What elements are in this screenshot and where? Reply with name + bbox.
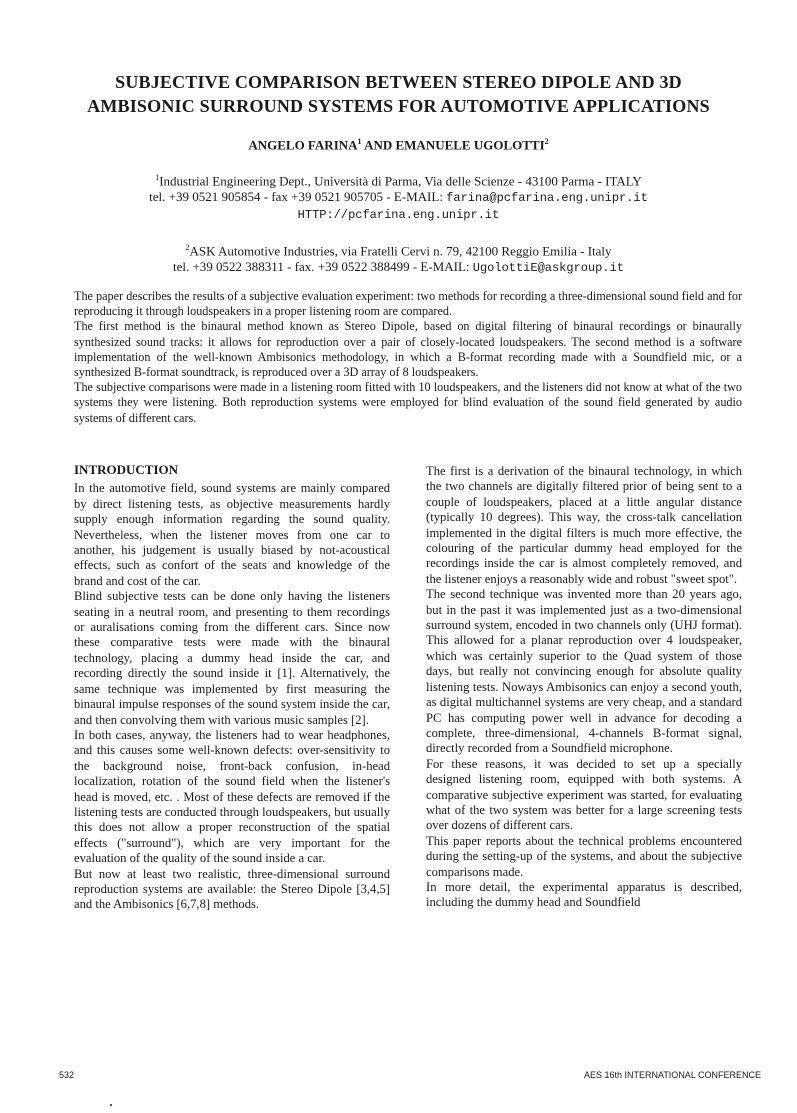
body-paragraph: In both cases, anyway, the listeners had to wear headphones, and this causes some well-known defects: over-sensitivity to the background noise, front-back confusion, in-head localization, rotation of the sound field when the listener's head is moved, etc. . Most of these defects are removed if the listening tests are conducted through loudspeakers, but usually this does not allow a proper reconstruction of the spatial effects ("surround"), which are very important for the evaluation of the quality of the sound inside a car. [74,727,390,866]
author-list [60,137,737,153]
abstract-paragraph: The paper describes the results of a subjective evaluation experiment: two methods for recording a three-dimensional sound field and for reproducing it through loudspeakers in a proper listening room are compared. [74,289,742,319]
affiliation-1-sup: 1 [155,173,160,182]
abstract-paragraph: The subjective comparisons were made in a listening room fitted with 10 loudspeakers, and the listeners did not know at what of the two systems they were listening. Both reproduction systems were employed for blind evaluation of the sound field generated by audio systems of different cars. [74,380,742,425]
body-paragraph: The first is a derivation of the binaural technology, in which the two channels are digitally filtered prior of being sent to a couple of loudspeakers, placed at a little angular distance (typically 10 degrees). This way, the cross-talk cancellation implemented in the digital filters is much more effective, the colouring of the particular dummy head employed for the recordings inside the car is almost completely removed, and the listener enjoys a reasonably wide and robust "sweet spot". [426,464,742,586]
left-column [74,462,390,913]
body-paragraph: For these reasons, it was decided to set up a specially designed listening room, equipped with both systems. A comparative subjective experiment was started, for evaluating what of the two system was better for a large screening tests over dozens of different cars. [426,756,742,833]
author-2-sup: 2 [544,137,549,146]
body-paragraph: The second technique was invented more than 20 years ago, but in the past it was implemented just as a two-dimensional surround system, encoded in two channels only (UHJ format). This allowed for a planar reproduction over 4 loudspeaker, which was certainly superior to the Quad system of those days, but really not convincing enough for absolute quality listening tests. Noways Ambisonics can enjoy a second youth, as digital multichannel systems are very cheap, and a standard PC has computing power well in advance for decoding a complete, three-dimensional, 4-channels B-format signal, directly recorded from a Soundfield microphone. [426,587,742,756]
affiliation-1-phone: tel. +39 0521 905854 - fax +39 0521 905705 - E-MAIL: [149,189,447,205]
body-paragraph: But now at least two realistic, three-dimensional surround reproduction systems are available: the Stereo Dipole [3,4,5] and the Ambisonics [6,7,8] methods. [74,866,390,912]
scan-speck [110,1104,112,1106]
title-line-1: SUBJECTIVE COMPARISON BETWEEN STEREO DIPOLE AND 3D [115,72,682,92]
body-paragraph: This paper reports about the technical problems encountered during the setting-up of the systems, and about the subjective comparisons made. [426,833,742,879]
affiliation-1-url: HTTP://pcfarina.eng.unipr.it [297,208,500,223]
body-paragraph: In the automotive field, sound systems are mainly compared by direct listening tests, as objective measurements hardly supply enough information regarding the sound quality. Nevertheless, when the listener moves from one car to another, his judgement is usually biased by not-acoustical effects, such as confort of the seats and knowledge of the brand and cost of the car. [74,481,390,588]
title-line-2: AMBISONIC SURROUND SYSTEMS FOR AUTOMOTIVE APPLICATIONS [87,96,710,116]
right-column [426,464,742,911]
affiliation-2-phone: tel. +39 0522 388311 - fax. +39 0522 388499 - E-MAIL: [172,259,473,275]
authors-and: AND [361,137,396,153]
abstract-paragraph: The first method is the binaural method known as Stereo Dipole, based on digital filtering of binaural recordings or binaurally synthesized sound tracks: it allows for reproduction over a pair of closely-located loudspeakers. The second method is a software implementation of the well-known Ambisonics methodology, in which a B-format recording made with a Soundfield mic, or a synthesized B-format soundtrack, is reproduced over a 3D array of 8 loudspeakers. [74,319,742,380]
author-1: ANGELO FARINA [248,137,358,153]
affiliation-1-address: Industrial Engineering Dept., Università di Parma, Via delle Scienze - 43100 Parma - ITALY [159,173,642,189]
page-number: 532 [59,1070,75,1080]
affiliation-2-sup: 2 [185,243,190,252]
affiliation-2-address: ASK Automotive Industries, via Fratelli Cervi n. 79, 42100 Reggio Emilia - Italy [189,243,612,259]
affiliation-2-email: UgolottiE@askgroup.it [472,261,624,276]
section-heading-introduction: INTRODUCTION [74,462,179,477]
conference-name: AES 16th INTERNATIONAL CONFERENCE [583,1070,761,1080]
affiliation-1 [60,170,737,223]
affiliation-1-email: farina@pcfarina.eng.unipr.it [446,191,648,206]
abstract [74,289,742,426]
body-paragraph: Blind subjective tests can be done only having the listeners seating in a neutral room, and presenting to them recordings or auralisations coming from the different cars. Since now these comparative tests were made with the binaural technology, placing a dummy head inside the car, and recording directly the sound inside it [1]. Alternatively, the same technique was implemented by first measuring the binaural impulse responses of the sound system inside the car, and then convolving them with various music samples [2]. [74,589,390,727]
author-1-sup: 1 [357,137,362,146]
author-2: EMANUELE UGOLOTTI [395,137,545,153]
body-paragraph: In more detail, the experimental apparatus is described, including the dummy head and Soundfield [426,879,742,910]
affiliation-2 [60,240,737,276]
paper-title [60,70,737,118]
